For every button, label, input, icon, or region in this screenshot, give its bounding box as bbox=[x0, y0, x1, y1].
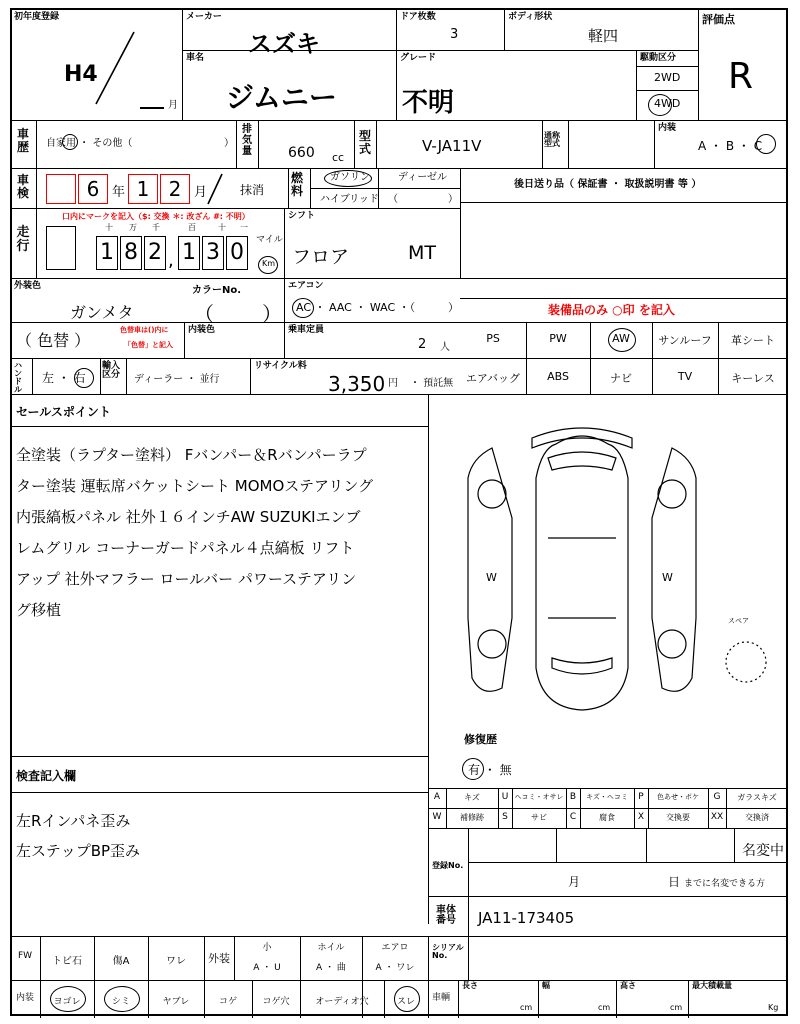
equip-aw-circle bbox=[608, 328, 636, 352]
chassis-label: 車体番号 bbox=[436, 905, 456, 926]
recolor-note-1: 色替車は()内に bbox=[120, 326, 169, 334]
first-reg-era: H4 bbox=[64, 62, 98, 87]
sales-text bbox=[16, 440, 426, 626]
fuel-hybrid: ハイブリッド bbox=[320, 194, 379, 205]
aircon-options: AC ・ AAC ・ WAC ・（ bbox=[296, 301, 416, 314]
fw-aero-options: A ・ ワレ bbox=[375, 963, 415, 973]
reg-day: 日 bbox=[668, 875, 681, 889]
shift-label: シフト bbox=[288, 211, 316, 221]
sales-line-2: ター塗装 運転席バケットシート MOMOステアリング bbox=[16, 477, 374, 495]
equip-abs: ABS bbox=[547, 370, 569, 383]
fw-item-1: トビ石 bbox=[52, 956, 82, 967]
mileage-label: 走行 bbox=[16, 225, 30, 255]
interior-grades: A ・ B ・ C bbox=[698, 139, 763, 153]
equip-keyless: キーレス bbox=[731, 372, 775, 385]
inspection-line-1: 左Rインパネ歪み bbox=[16, 812, 131, 830]
mileage-unit-mile: マイル bbox=[256, 235, 283, 245]
year-suffix: 年 bbox=[112, 185, 126, 200]
car-top-rear bbox=[552, 658, 612, 674]
drive-4wd: 4WD bbox=[654, 97, 681, 110]
inspection-label: 車検 bbox=[16, 173, 29, 201]
first-reg-label: 初年度登録 bbox=[14, 12, 60, 22]
recolor-note-2: 「色替」と記入 bbox=[124, 341, 173, 349]
repair-yes-circle bbox=[462, 758, 484, 780]
capacity-label: 乗車定員 bbox=[288, 325, 325, 335]
model-label: 車名 bbox=[186, 53, 205, 63]
mileage-digit-0 bbox=[46, 226, 76, 270]
registration-label: 登録No. bbox=[432, 861, 464, 870]
month-box-1: 1 bbox=[128, 174, 158, 204]
chassis-value: JA11-173405 bbox=[478, 909, 575, 927]
import-label: 輸入区分 bbox=[102, 361, 121, 381]
handle-label: ハンドル bbox=[14, 361, 22, 394]
drive-4wd-circle bbox=[648, 94, 672, 116]
docs-label: 後日送り品（ 保証書 ・ 取扱説明書 等 ） bbox=[514, 179, 702, 190]
equip-aw: AW bbox=[612, 332, 630, 345]
mileage-note: 口内にマークを記入（$: 交換 ＊: 改ざん #: 不明） bbox=[62, 212, 250, 221]
recycle-unit: 円 bbox=[388, 378, 398, 389]
model-value: ジムニー bbox=[226, 81, 337, 114]
recolor: （ 色替 ） bbox=[16, 331, 91, 350]
rating-value: R bbox=[728, 56, 754, 97]
fuel-diesel: ディーゼル bbox=[398, 172, 447, 183]
fw-exterior-label: 外装 bbox=[208, 952, 230, 965]
car-right-side bbox=[652, 448, 696, 691]
history-label: 車歴 bbox=[16, 127, 29, 155]
mileage-unit-km: Km bbox=[262, 259, 276, 268]
exterior-color-label: 外装色 bbox=[14, 281, 42, 291]
doors-label: ドア枚数 bbox=[400, 12, 436, 22]
int-item-6: オーディオ穴 bbox=[315, 997, 369, 1007]
sales-line-6: グ移植 bbox=[16, 601, 62, 619]
maker-value: スズキ bbox=[248, 30, 320, 58]
drive-label: 駆動区分 bbox=[640, 53, 677, 63]
repair-options: 有 ・ 無 bbox=[468, 763, 512, 777]
repair-label: 修復歴 bbox=[464, 733, 497, 746]
capacity-unit: 人 bbox=[440, 342, 450, 353]
slash-mark bbox=[92, 28, 152, 108]
interior-color-label: 内装色 bbox=[188, 325, 216, 335]
aircon-ac-circle bbox=[292, 298, 314, 318]
displacement-value: 660 bbox=[288, 145, 315, 161]
inspection-line-2: 左ステップBP歪み bbox=[16, 842, 141, 860]
history-circle bbox=[62, 134, 78, 150]
drive-2wd: 2WD bbox=[654, 71, 681, 84]
wheel-front-right bbox=[658, 480, 686, 508]
fw-wheel-options: A ・ 曲 bbox=[316, 963, 346, 973]
rating-label: 評価点 bbox=[702, 13, 735, 26]
inspection-area-label: 検査記入欄 bbox=[16, 769, 77, 783]
handle-value: 左 ・ 右 bbox=[42, 371, 86, 385]
interior-c-circle bbox=[756, 134, 776, 154]
car-top-windshield bbox=[548, 452, 616, 470]
erased-label: 抹消 bbox=[240, 183, 265, 197]
year-box: 6 bbox=[78, 174, 108, 204]
sales-line-1: 全塗装（ラプター塗料） Fバンパー＆Rバンパーラプ bbox=[16, 446, 367, 464]
equip-tv: TV bbox=[677, 370, 693, 383]
recycle-deposit: ・ 預託無 bbox=[410, 378, 454, 389]
name-change: 名変中 bbox=[742, 843, 784, 859]
fuel-gasoline: ガソリン bbox=[330, 172, 370, 183]
damage-w-left: W bbox=[486, 571, 497, 584]
color-no-label: カラーNo. bbox=[192, 285, 242, 296]
sales-label: セールスポイント bbox=[16, 405, 111, 419]
sales-line-3: 内張縞板パネル 社外１６インチAW SUZUKIエンブ bbox=[16, 508, 361, 526]
month-suffix: 月 bbox=[194, 185, 208, 200]
km-circle bbox=[258, 256, 278, 274]
displacement-unit: cc bbox=[332, 151, 345, 164]
int-item-2: シミ bbox=[111, 997, 130, 1007]
damage-w-right: W bbox=[662, 571, 673, 584]
mileage-digit-5: 3 bbox=[202, 236, 224, 270]
int-item-1: ヨゴレ bbox=[53, 997, 81, 1007]
shift-type: フロア bbox=[292, 246, 350, 268]
mileage-digit-3: 2 bbox=[144, 236, 166, 270]
aircon-label: エアコン bbox=[288, 281, 324, 291]
int-item-5: コゲ穴 bbox=[262, 997, 290, 1007]
spare-label: スペア bbox=[728, 617, 749, 625]
mileage-digit-1: 1 bbox=[96, 236, 118, 270]
equip-navi: ナビ bbox=[610, 372, 632, 385]
fw-item-3: ワレ bbox=[166, 956, 186, 967]
interior-label: 内装 bbox=[658, 123, 677, 133]
body-value: 軽四 bbox=[588, 27, 619, 45]
month-box-2: 2 bbox=[160, 174, 190, 204]
mileage-digit-6: 0 bbox=[226, 236, 248, 270]
month-dash bbox=[140, 107, 164, 109]
grade-value: 不明 bbox=[402, 88, 455, 118]
car-diagram bbox=[452, 418, 782, 718]
int-item-3: ヤブレ bbox=[162, 997, 190, 1007]
fw-item-2: 傷A bbox=[112, 956, 130, 967]
type-value: V-JA11V bbox=[422, 137, 482, 155]
capacity-value: 2 bbox=[418, 337, 427, 352]
spare-tire bbox=[726, 642, 766, 682]
import-options: ディーラー ・ 並行 bbox=[134, 374, 220, 385]
mileage-digit-2: 8 bbox=[120, 236, 142, 270]
auction-sheet: 初年度登録 H4 月 メーカー スズキ ドア枚数 3 ボディ形状 軽四 評価点 R 車名 ジムニー グレード 不明 駆動区分 2WD 4WD 車歴 自家用 ・ その他（ ） 排気量 660 cc 型式 V-JA11V 通称型式 内装 A ・ B ・ C 車検 6 年 1 2 月 抹消 燃料 ガソリン ディーゼル ハイブリッド （ ） 後日送り品（ 保証書 ・ 取扱説明書 等 ） 走行 口内にマークを記入（$: 交換 ＊: 改ざん #: 不明） 十 万 千 百 十 一 1 8 2 , 1 3 0 マイル Km シフト フロア MT 外装色 ガンメタ カラーNo. （ ） エアコン AC ・ AAC ・ WAC ・（ ） 装備品のみ ○印 を記入 （ 色替 ） 色替車は()内に 「色替」と記入 内装色 乗車定員 2 人 PS PW AW サンルーフ 革シート エアバッグ ABS ナビ TV キーレス ハンドル 左 ・ 右 輸入区分 ディーラー ・ 並行 リサイクル料 3,350 円 ・ 預託無 セールスポイント 全塗装（ラプター塗料） Fバンパー＆Rバンパーラプ ター塗装 運転席バケットシート MOMOステアリング 内張縞板パネル 社外１６インチAW SUZUKIエンブ レムグリル コーナーガードパネル４点縞板 リフト アップ 社外マフラー ロールバー パワーステアリン グ移植 W W スペア 修復歴 有 ・ 無 検査記入欄 左Rインパネ歪み 左ステップBP歪み A キズ U ヘコミ・オサレ B キズ・ヘコミ P 色あせ・ボケ G ガラスキズ W 補修跡 S サビ C 腐食 X 交換要 XX 交換済 登録No. 名変中 月 日 までに名変できる方 車体番号 JA11-173405 FW トビ石 傷A ワレ 外装 小 A ・ U ホイル A ・ 曲 エアロ A ・ ワレ シリアルNo. 内装 ヨゴレ シミ ヤブレ コゲ コゲ穴 オーディオ穴 スレ 車輌 長さ cm 幅 cm 高さ cm 最大積載量 Kg bbox=[10, 8, 788, 1016]
car-front-bumper bbox=[532, 428, 632, 448]
wheel-rear-right bbox=[658, 630, 686, 658]
doors-value: 3 bbox=[450, 27, 459, 42]
int-item-7: スレ bbox=[396, 997, 415, 1007]
fuel-label: 燃料 bbox=[290, 171, 303, 199]
handle-right-circle bbox=[74, 368, 94, 388]
fw-label: FW bbox=[18, 951, 33, 961]
shift-trans: MT bbox=[408, 242, 436, 264]
car-top-lines bbox=[548, 538, 616, 618]
year-box-empty bbox=[46, 174, 76, 204]
car-left-side bbox=[468, 448, 512, 691]
first-reg-month-suffix: 月 bbox=[168, 100, 178, 111]
displacement-label: 排気量 bbox=[242, 124, 252, 157]
fuel-gasoline-circle bbox=[324, 170, 372, 187]
maker-label: メーカー bbox=[186, 12, 222, 22]
sales-line-5: アップ 社外マフラー ロールバー パワーステアリン bbox=[16, 570, 357, 588]
reg-deadline: までに名変できる方 bbox=[684, 879, 766, 889]
equip-pw: PW bbox=[549, 332, 567, 345]
equipment-note: 装備品のみ ○印 を記入 bbox=[548, 303, 675, 317]
int-item-4: コゲ bbox=[218, 997, 237, 1007]
history-options: 自家用 ・ その他（ bbox=[46, 138, 133, 149]
wheel-rear-left bbox=[478, 630, 506, 658]
car-top-body bbox=[536, 436, 628, 710]
sales-line-4: レムグリル コーナーガードパネル４点縞板 リフト bbox=[16, 539, 355, 557]
reg-month: 月 bbox=[568, 875, 581, 889]
common-type-label: 通称型式 bbox=[544, 131, 560, 148]
recycle-value: 3,350 bbox=[328, 372, 386, 396]
equip-leather: 革シート bbox=[731, 334, 775, 347]
body-label: ボディ形状 bbox=[508, 12, 553, 22]
exterior-color: ガンメタ bbox=[70, 303, 134, 322]
serial-label: シリアルNo. bbox=[432, 943, 464, 960]
wheel-front-left bbox=[478, 480, 506, 508]
type-label: 型式 bbox=[358, 129, 371, 157]
equip-airbag: エアバッグ bbox=[465, 372, 521, 385]
mileage-digit-4: 1 bbox=[178, 236, 200, 270]
equip-ps: PS bbox=[486, 332, 500, 345]
recycle-label: リサイクル料 bbox=[254, 361, 307, 371]
size-label: 車輌 bbox=[432, 993, 451, 1003]
grade-label: グレード bbox=[400, 53, 437, 63]
equip-sunroof: サンルーフ bbox=[658, 334, 712, 347]
interior-row-label: 内装 bbox=[16, 993, 35, 1003]
fw-small-options: A ・ U bbox=[253, 963, 281, 973]
